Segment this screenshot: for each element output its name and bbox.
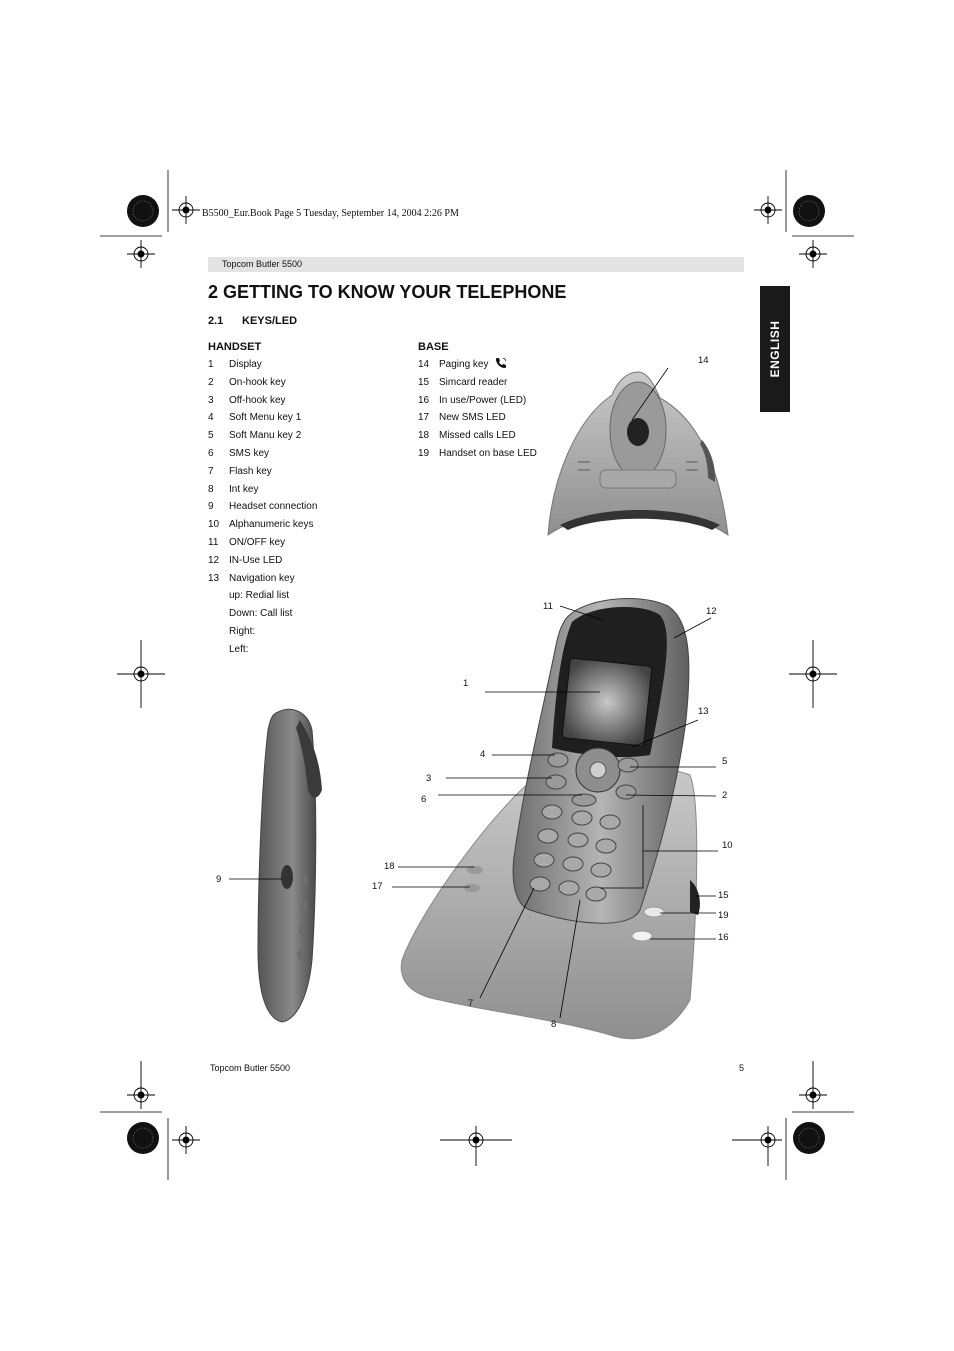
print-info-line: B5500_Eur.Book Page 5 Tuesday, September 14, 2004 2:26 PM (202, 208, 459, 219)
list-item: 11 ON/OFF key (208, 536, 286, 548)
paging-key-icon (495, 357, 507, 369)
list-item: 3 Off-hook key (208, 394, 286, 406)
handset-list (208, 356, 317, 659)
callout-1: 1 (463, 678, 469, 689)
header-title: Topcom Butler 5500 (222, 259, 303, 269)
list-item: Down: Call list (229, 608, 293, 620)
callout-12: 12 (706, 606, 717, 617)
callout-15: 15 (718, 890, 729, 901)
list-item: 8 Int key (208, 483, 259, 495)
handset-side-photo (258, 709, 322, 1022)
handset-heading: HANDSET (208, 341, 262, 353)
base-list (418, 356, 537, 463)
subsection-title: KEYS/LED (242, 315, 298, 327)
callout-11: 11 (543, 601, 553, 612)
callout-14: 14 (698, 355, 709, 366)
callout-7: 7 (468, 998, 474, 1009)
footer-title: Topcom Butler 5500 (210, 1063, 291, 1073)
list-item: 5 Soft Manu key 2 (208, 430, 302, 442)
callout-10: 10 (722, 840, 733, 851)
list-item: 9 Headset connection (208, 501, 318, 513)
base-station-photo (548, 372, 728, 535)
list-item: Right: (229, 625, 256, 637)
starburst-registration-icon (127, 195, 825, 1154)
list-item: 12 IN-Use LED (208, 554, 283, 566)
list-item: 13 Navigation key (208, 572, 295, 584)
list-item: 4 Soft Menu key 1 (208, 412, 302, 424)
callout-17: 17 (372, 881, 383, 892)
handset-front-photo (401, 598, 700, 1038)
list-item: 16 In use/Power (LED) (418, 394, 527, 406)
callout-13: 13 (698, 706, 709, 717)
section-title: 2 GETTING TO KNOW YOUR TELEPHONE (208, 282, 567, 302)
callout-8: 8 (551, 1019, 557, 1030)
list-item: 7 Flash key (208, 465, 272, 477)
callout-6: 6 (421, 794, 427, 805)
callout-16: 16 (718, 932, 729, 943)
list-item: 18 Missed calls LED (418, 430, 516, 442)
callout-19: 19 (718, 910, 729, 921)
language-tab (760, 286, 790, 412)
list-item: 15 Simcard reader (418, 376, 508, 388)
list-item: 19 Handset on base LED (418, 447, 537, 459)
callout-5: 5 (722, 756, 728, 767)
list-item: 10 Alphanumeric keys (208, 519, 314, 531)
subsection-heading (208, 315, 297, 327)
callout-3: 3 (426, 773, 432, 784)
callout-9: 9 (216, 874, 222, 885)
list-item: 6 SMS key (208, 447, 270, 459)
callout-4: 4 (480, 749, 486, 760)
language-tab-label: ENGLISH (768, 320, 782, 378)
list-item: Left: (229, 643, 249, 655)
list-item: up: Redial list (229, 590, 290, 602)
list-item: 14 Paging key (418, 356, 537, 374)
list-item: 17 New SMS LED (418, 412, 506, 424)
list-item: 1 Display (208, 359, 262, 370)
list-item: 2 On-hook key (208, 376, 286, 388)
subsection-number: 2.1 (208, 315, 224, 327)
base-heading: BASE (418, 341, 449, 353)
callout-2: 2 (722, 790, 728, 801)
callout-18: 18 (384, 861, 395, 872)
page-number: 5 (739, 1063, 745, 1073)
